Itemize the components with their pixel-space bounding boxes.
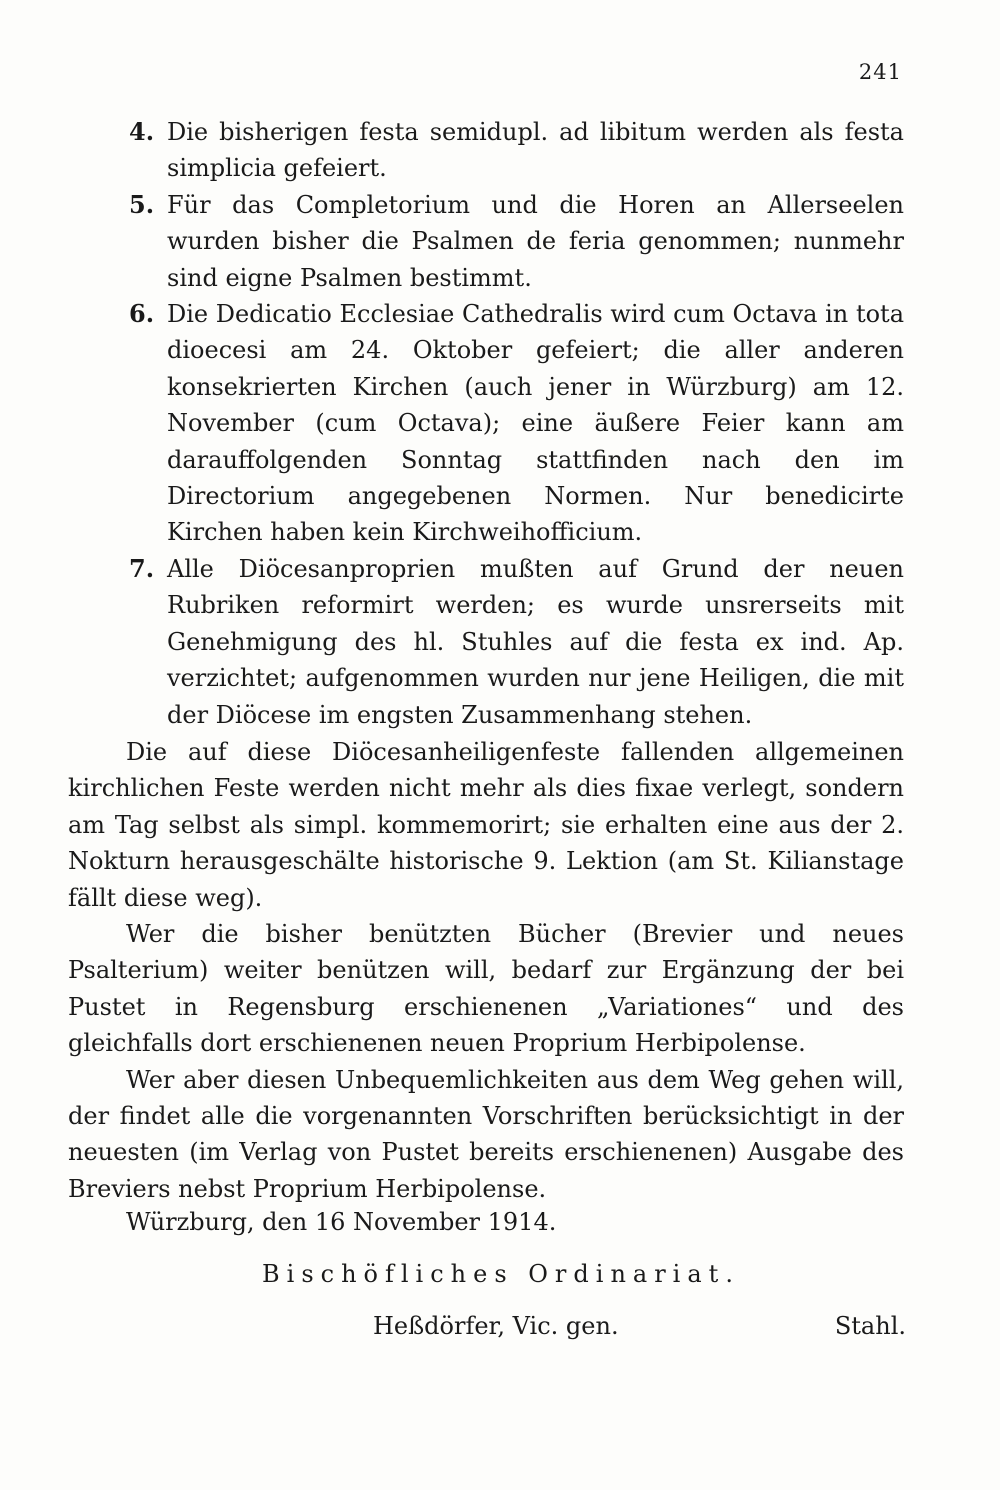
body-paragraphs [68, 734, 904, 1207]
numbered-list [0, 114, 1000, 733]
signer-vicar-general: Heßdörfer, Vic. gen. [373, 1312, 619, 1340]
page-number: 241 [858, 60, 902, 84]
list-item [0, 187, 904, 296]
list-item-text: Die Dedicatio Ecclesiae Cathedralis wird cum Octava in tota dioecesi am 24. Oktober gefeiert; die aller anderen konsekrierten Kirchen (auch jener in Würzburg) am 12. November (cum Octava); eine äußere Feier kann am darauffolgenden Sonntag stattfinden nach den im Directorium angegebenen Normen. Nur benedicirte Kirchen haben kein Kirchweihofficium. [167, 300, 904, 547]
issuing-office: Bischöfliches Ordinariat. [262, 1260, 740, 1288]
list-item-number: 7. [129, 553, 155, 583]
list-item [0, 551, 904, 733]
paragraph-feste: Die auf diese Diöcesanheiligenfeste fallenden allgemeinen kirchlichen Feste werden nicht mehr als dies fixae verlegt, sondern am Tag selbst als simpl. kommemorirt; sie erhalten eine aus der 2. Nokturn herausgeschälte historische 9. Lektion (am St. Kilianstage fällt diese weg). [68, 738, 904, 912]
list-item-number: 6. [129, 299, 155, 329]
date-line: Würzburg, den 16 November 1914. [126, 1208, 557, 1236]
list-item-number: 4. [129, 117, 155, 146]
list-item [0, 296, 904, 551]
list-item-number: 5. [129, 189, 155, 219]
paragraph-buecher: Wer die bisher benützten Bücher (Brevier und neues Psalterium) weiter benützen will, bedarf zur Ergänzung der bei Pustet in Regensburg erschienenen „Variationes“ und des gleichfalls dort erschienenen neuen Proprium Herbipolense. [68, 920, 904, 1058]
paragraph-brevier: Wer aber diesen Unbequemlichkeiten aus dem Weg gehen will, der findet alle die vorgenannten Vorschriften berücksichtigt in der neuesten (im Verlag von Pustet bereits erschienenen) Ausgabe des Breviers nebst Proprium Herbipolense. [68, 1065, 904, 1203]
signer-secretary: Stahl. [834, 1312, 906, 1340]
list-item-text: Die bisherigen festa semidupl. ad libitum werden als festa simplicia gefeiert. [167, 118, 904, 183]
list-item [0, 114, 904, 187]
list-item-text: Für das Completorium und die Horen an Allerseelen wurden bisher die Psalmen de feria genommen; nunmehr sind eigne Psalmen bestimmt. [167, 190, 904, 292]
list-item-text: Alle Diöcesanproprien mußten auf Grund der neuen Rubriken reformirt werden; es wurde unsrerseits mit Genehmigung des hl. Stuhles auf die festa ex ind. Ap. verzichtet; aufgenommen wurden nur jene Heiligen, die mit der Diöcese im engsten Zusammenhang stehen. [167, 554, 904, 729]
